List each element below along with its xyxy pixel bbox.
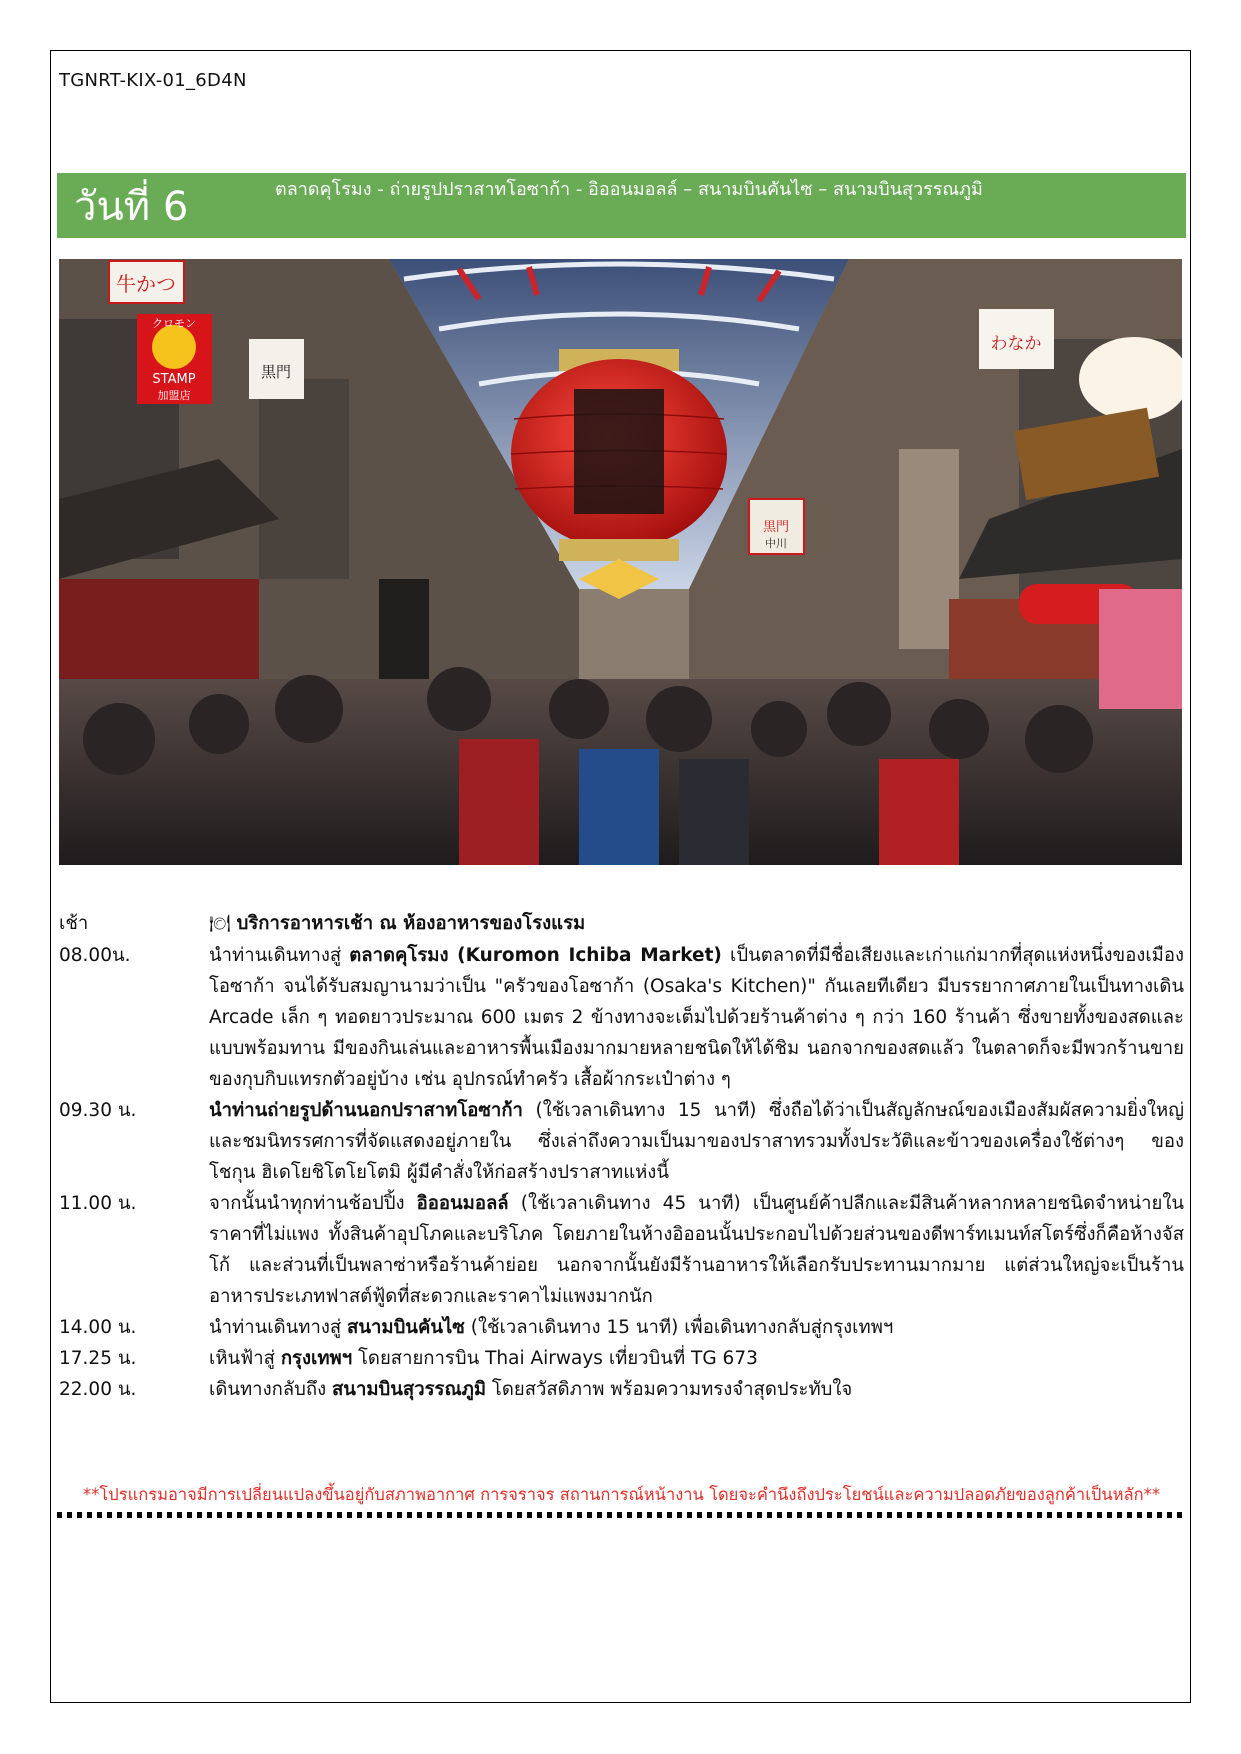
tour-code: TGNRT-KIX-01_6D4N	[59, 70, 247, 91]
sign-gyukatsu: 牛かつ	[116, 272, 176, 296]
itinerary-list	[59, 908, 1184, 1405]
itinerary-time: 14.00 น.	[59, 1317, 137, 1338]
itinerary-time: เช้า	[59, 913, 89, 934]
itinerary-bold: ตลาดคุโรมง (Kuromon Ichiba Market)	[349, 945, 722, 966]
itinerary-bold: บริการอาหารเช้า ณ ห้องอาหารของโรงแรม	[236, 913, 586, 934]
itinerary-row-1400	[59, 1312, 1184, 1343]
sign-kuromon-3: 黒門	[762, 520, 790, 535]
itinerary-text: นำท่านเดินทางสู่	[209, 1317, 348, 1338]
itinerary-desc	[209, 940, 1184, 1095]
itinerary-bold: สนามบินคันไซ	[347, 1317, 465, 1338]
itinerary-bold: อิออนมอลล์	[416, 1193, 509, 1214]
dotted-divider	[57, 1512, 1186, 1518]
itinerary-desc	[209, 1095, 1184, 1188]
itinerary-desc	[209, 1312, 1184, 1343]
itinerary-text: จากนั้นนำทุกท่านช้อปปิ้ง	[209, 1193, 417, 1214]
itinerary-row-1725	[59, 1343, 1184, 1374]
itinerary-text: โดยสวัสดิภาพ พร้อมความทรงจำสุดประทับใจ	[486, 1379, 853, 1400]
itinerary-time: 17.25 น.	[59, 1348, 137, 1369]
sign-kuromon: クロモン	[152, 317, 196, 330]
itinerary-time: 22.00 น.	[59, 1379, 137, 1400]
itinerary-text: (ใช้เวลาเดินทาง 15 นาที) เพื่อเดินทางกลับสู่กรุงเทพฯ	[464, 1317, 894, 1338]
day-header-bar	[57, 173, 1186, 238]
sign-kuromon-2: 黒門	[260, 363, 292, 381]
itinerary-bold: สนามบินสุวรรณภูมิ	[332, 1379, 487, 1400]
itinerary-time: 08.00น.	[59, 945, 131, 966]
itinerary-desc	[209, 1374, 1184, 1405]
itinerary-row-breakfast	[59, 908, 1184, 940]
program-change-note: **โปรแกรมอาจมีการเปลี่ยนแปลงขึ้นอยู่กับสภาพอากาศ การจราจร สถานการณ์หน้างาน โดยจะคำนึงถึงประโยชน์และความปลอดภัยของลูกค้าเป็นหลัก**	[82, 1485, 1161, 1504]
kuromon-market-photo	[59, 259, 1182, 865]
itinerary-text: นำท่านเดินทางสู่	[209, 945, 350, 966]
itinerary-desc	[209, 1188, 1184, 1312]
itinerary-time: 11.00 น.	[59, 1193, 137, 1214]
itinerary-time: 09.30 น.	[59, 1100, 137, 1121]
itinerary-text: เดินทางกลับถึง	[209, 1379, 332, 1400]
day-title: วันที่ 6	[74, 184, 189, 230]
sign-kameiten: 加盟店	[157, 389, 191, 402]
itinerary-desc	[209, 1343, 1184, 1374]
itinerary-text: (ใช้เวลาเดินทาง 45 นาที) เป็นศูนย์ค้าปลีกและมีสินค้าหลากหลายชนิดจำหน่ายในราคาที่ไม่แพง ทั้งสินค้าอุปโภคและบริโภค โดยภายในห้างอิออนนั้นประกอบไปด้วยส่วนของดีพาร์ทเมนท์สโตร์ซึ่งก็คือห้างจัสโก้ และส่วนที่เป็นพลาซ่าหรือร้านค้าย่อย นอกจากนั้นยังมีร้านอาหารให้เลือกรับประทานมากมาย แต่ส่วนใหญ่จะเป็นร้านอาหารประเภทฟาสต์ฟู้ดที่สะดวกและราคาไม่แพงมากนัก	[209, 1193, 1184, 1307]
day-route: ตลาดคุโรมง - ถ่ายรูปปราสาทโอซาก้า - อิออนมอลล์ – สนามบินคันไซ – สนามบินสุวรรณภูมิ	[275, 179, 983, 200]
sign-stamp: STAMP	[152, 372, 196, 387]
meal-icon: 🍽	[209, 914, 231, 934]
itinerary-bold: กรุงเทพฯ	[280, 1348, 353, 1369]
itinerary-text: โดยสายการบิน Thai Airways เที่ยวบินที่ TG 673	[352, 1348, 758, 1369]
sign-nakagawa: 中川	[765, 537, 787, 550]
itinerary-row-0800	[59, 940, 1184, 1095]
itinerary-row-1100	[59, 1188, 1184, 1312]
itinerary-text: (ใช้เวลาเดินทาง 15 นาที) ซึ่งถือได้ว่าเป็นสัญลักษณ์ของเมืองสัมผัสความยิ่งใหญ่และชมนิทรรศการที่จัดแสดงอยู่ภายใน ซึ่งเล่าถึงความเป็นมาของปราสาทรวมทั้งประวัติและข้าวของเครื่องใช้ต่างๆ ของโชกุน ฮิเดโยชิโตโยโตมิ ผู้มีคำสั่งให้ก่อสร้างปราสาทแห่งนี้	[209, 1100, 1184, 1183]
sign-wanaka: わなか	[990, 334, 1042, 354]
itinerary-text: เป็นตลาดที่มีชื่อเสียงและเก่าแก่มากที่สุดแห่งหนึ่งของเมืองโอซาก้า จนได้รับสมญานามว่าเป็น "ครัวของโอซาก้า (Osaka's Kitchen)" กันเลยทีเดียว มีบรรยากาศภายในเป็นทางเดิน Arcade เล็ก ๆ ทอดยาวประมาณ 600 เมตร 2 ข้างทางจะเต็มไปด้วยร้านค้าต่าง ๆ กว่า 160 ร้านค้า ซึ่งขายทั้งของสดและแบบพร้อมทาน มีของกินเล่นและอาหารพื้นเมืองมากมายหลายชนิดให้ได้ชิม นอกจากของสดแล้ว ในตลาดก็จะมีพวกร้านขายของกุบกิบแทรกตัวอยู่บ้าง เช่น อุปกรณ์ทำครัว เสื้อผ้ากระเป๋าต่าง ๆ	[209, 945, 1185, 1090]
itinerary-desc	[209, 908, 1184, 940]
itinerary-bold: นำท่านถ่ายรูปด้านนอกปราสาทโอซาก้า	[209, 1100, 523, 1121]
itinerary-text: เหินฟ้าสู่	[209, 1348, 281, 1369]
itinerary-row-2200	[59, 1374, 1184, 1405]
itinerary-row-0930	[59, 1095, 1184, 1188]
